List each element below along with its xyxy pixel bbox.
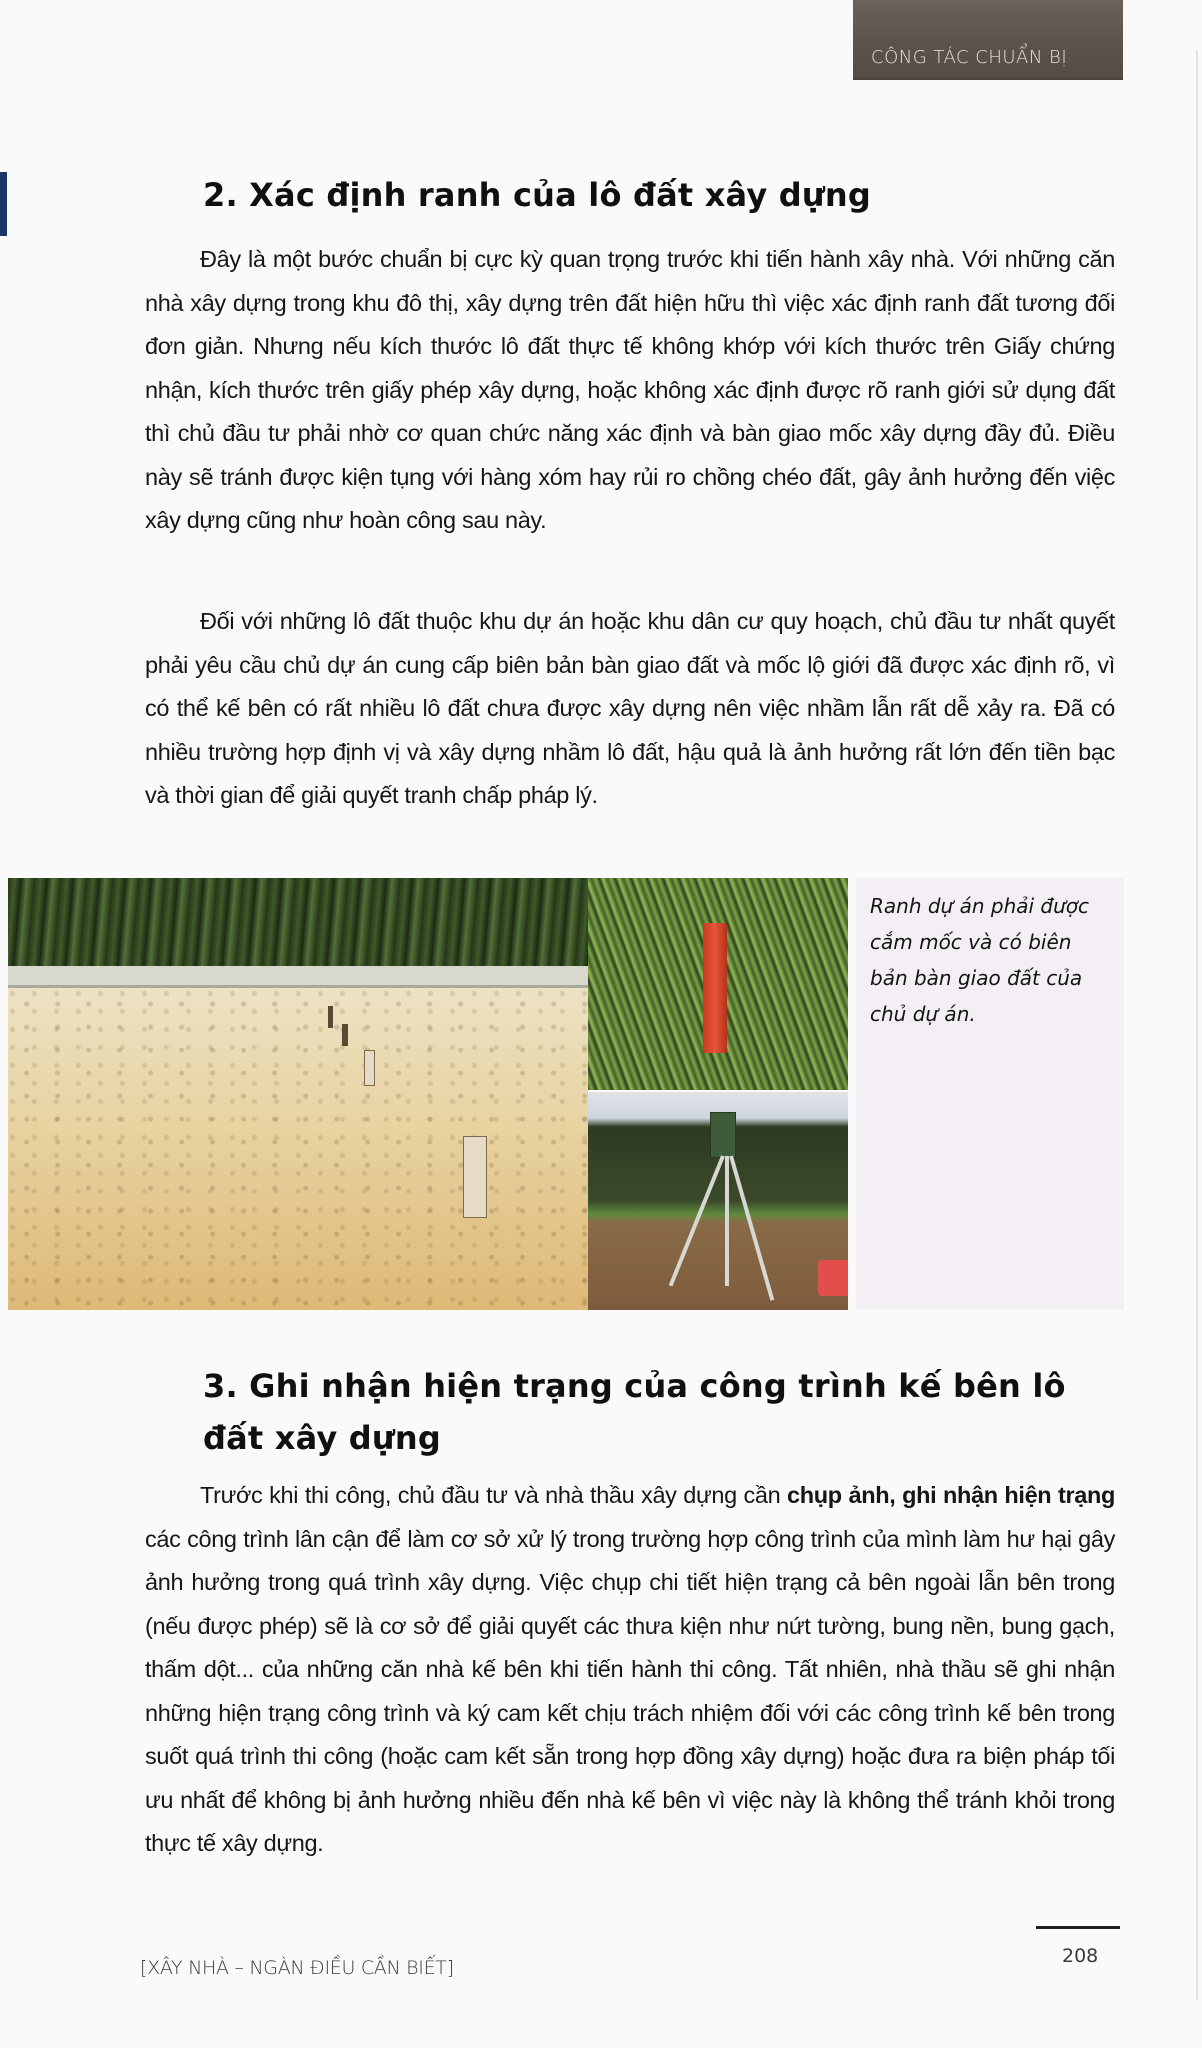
chapter-label: CÔNG TÁC CHUẨN BỊ [871,47,1068,68]
paragraph-text: Trước khi thi công, chủ đầu tư và nhà thầu xây dựng cần [200,1482,788,1508]
section-marker [0,172,7,236]
page-edge [1196,50,1198,2000]
section-2-paragraph-2 [145,600,1115,818]
paragraph-text: Đối với những lô đất thuộc khu dự án hoặc khu dân cư quy hoạch, chủ đầu tư nhất quyết phải yêu cầu chủ dự án cung cấp biên bản bàn giao đất và mốc lộ giới đã được xác định rõ, vì có thể kế bên có rất nhiều lô đất chưa được xây dựng nên việc nhầm lẫn rất dễ xảy ra. Đã có nhiều trường hợp định vị và xây dựng nhầm lô đất, hậu quả là ảnh hưởng rất lớn đến tiền bạc và thời gian để giải quyết tranh chấp pháp lý. [145,608,1115,808]
section-3-heading: 3. Ghi nhận hiện trạng của công trình kế bên lô đất xây dựng [203,1367,1066,1457]
photo-trees-background [8,878,588,976]
survey-instrument [710,1112,736,1158]
book-title: [XÂY NHÀ – NGÀN ĐIỀU CẦN BIẾT] [140,1957,454,1979]
boundary-post [364,1050,375,1086]
instrument-case [818,1260,848,1296]
chapter-header-tab [853,0,1123,80]
section-2-paragraph-1 [145,238,1115,543]
figure-caption: Ranh dự án phải được cắm mốc và có biên bản bàn giao đất của chủ dự án. [856,878,1124,1310]
figure-boundary-markers [8,878,1118,1310]
paragraph-text: Đây là một bước chuẩn bị cực kỳ quan trọng trước khi tiến hành xây nhà. Với những căn nhà xây dựng trong khu đô thị, xây dựng trên đất hiện hữu thì việc xác định ranh đất tương đối đơn giản. Nhưng nếu kích thước lô đất thực tế không khớp với kích thước trên Giấy chứng nhận, kích thước trên giấy phép xây dựng, hoặc không xác định được rõ ranh giới sử dụng đất thì chủ đầu tư phải nhờ cơ quan chức năng xác định và bàn giao mốc xây dựng đầy đủ. Điều này sẽ tránh được kiện tụng với hàng xóm hay rủi ro chồng chéo đất, gây ảnh hưởng đến việc xây dựng cũng như hoàn công sau này. [145,246,1115,533]
boundary-post [342,1024,348,1046]
section-3-paragraph [145,1474,1115,1866]
photo-red-stake-in-grass [588,878,848,1090]
tripod-leg [729,1155,774,1300]
emphasis-text: chụp ảnh, ghi nhận hiện trạng [787,1482,1115,1508]
photo-wall [8,966,588,988]
footer-rule [1036,1926,1120,1929]
boundary-post [463,1136,487,1218]
photo-cleared-lot-with-posts [8,878,588,1310]
page-number: 208 [1062,1945,1099,1967]
paragraph-text: các công trình lân cận để làm cơ sở xử lý trong trường hợp công trình của mình làm hư hại gây ảnh hưởng trong quá trình xây dựng. Việc chụp chi tiết hiện trạng cả bên ngoài lẫn bên trong (nếu được phép) sẽ là cơ sở để giải quyết các thưa kiện như nứt tường, bung nền, bung gạch, thấm dột... của những căn nhà kế bên khi tiến hành thi công. Tất nhiên, nhà thầu sẽ ghi nhận những hiện trạng công trình và ký cam kết chịu trách nhiệm đối với các công trình kế bên trong suốt quá trình thi công (hoặc cam kết sẵn trong hợp đồng xây dựng) hoặc đưa ra biện pháp tối ưu nhất để không bị ảnh hưởng nhiều đến nhà kế bên vì việc này là không thể tránh khỏi trong thực tế xây dựng. [145,1525,1115,1856]
tripod-leg [669,1155,725,1286]
red-stake [703,923,727,1053]
section-2-heading: 2. Xác định ranh của lô đất xây dựng [203,176,871,214]
photo-sandy-ground [8,988,588,1310]
boundary-post [328,1006,333,1028]
photo-surveying-tripod [588,1092,848,1310]
tripod-leg [725,1156,729,1286]
